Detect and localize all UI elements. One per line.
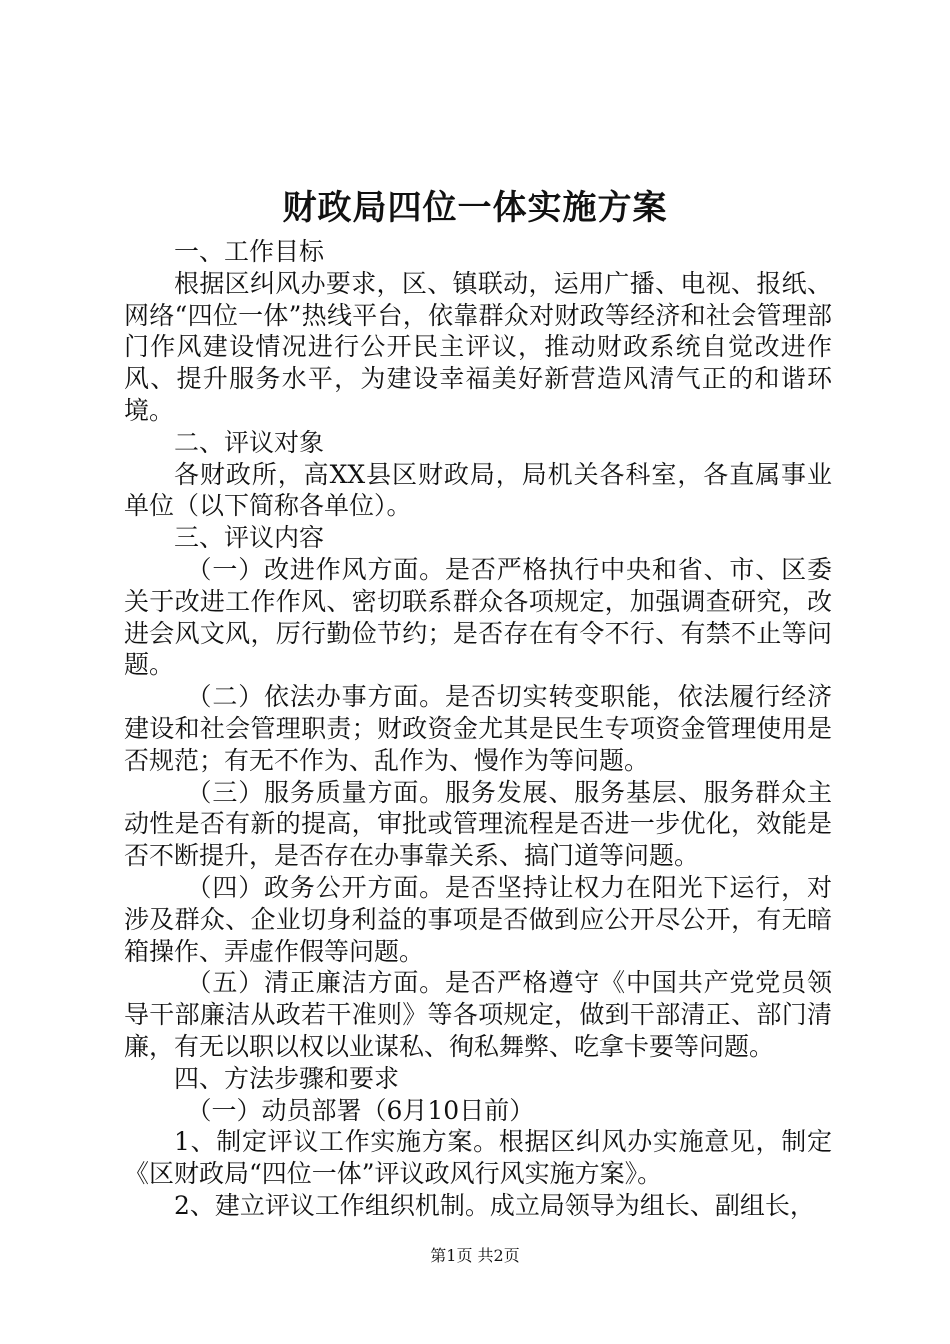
paragraph-content-2: （二）依法办事方面。是否切实转变职能，依法履行经济建设和社会管理职责；财政资金尤其是民生专项资金管理使用是否规范；有无不作为、乱作为、慢作为等问题。 — [124, 682, 832, 775]
paragraph-targets: 各财政所，高XX县区财政局，局机关各科室，各直属事业单位（以下简称各单位）。 — [124, 459, 832, 521]
section-heading-goal: 一、工作目标 — [174, 237, 325, 266]
paragraph-content-4: （四）政务公开方面。是否坚持让权力在阳光下运行，对涉及群众、企业切身利益的事项是否做到应公开尽公开，有无暗箱操作、弄虚作假等问题。 — [124, 872, 832, 966]
paragraph-content-1: （一）改进作风方面。是否严格执行中央和省、市、区委关于改进工作作风、密切联系群众各项规定，加强调查研究，改进会风文风，厉行勤俭节约；是否存在有令不行、有禁不止等问题。 — [124, 554, 832, 680]
paragraph-goal: 根据区纠风办要求，区、镇联动，运用广播、电视、报纸、网络“四位一体”热线平台，依靠群众对财政等经济和社会管理部门作风建设情况进行公开民主评议，推动财政系统自觉改进作风、提升服务水平，为建设幸福美好新营造风清气正的和谐环境。 — [124, 268, 832, 425]
section-heading-methods: 四、方法步骤和要求 — [174, 1063, 400, 1093]
paragraph-content-5: （五）清正廉洁方面。是否严格遵守《中国共产党党员领导干部廉洁从政若干准则》等各项规定，做到干部清正、部门清廉，有无以职以权以业谋私、徇私舞弊、吃拿卡要等问题。 — [124, 968, 832, 1061]
paragraph-content-3: （三）服务质量方面。服务发展、服务基层、服务群众主动性是否有新的提高，审批或管理流程是否进一步优化，效能是否不断提升，是否存在办事靠关系、搞门道等问题。 — [124, 777, 832, 871]
page-number: 第1页 共2页 — [430, 1246, 520, 1265]
document-title: 财政局四位一体实施方案 — [282, 188, 668, 228]
paragraph-step-1: 1、制定评议工作实施方案。根据区纠风办实施意见，制定《区财政局“四位一体”评议政风行风实施方案》。 — [124, 1127, 832, 1189]
document-body — [124, 236, 832, 1222]
subheading-mobilization: （一）动员部署（6月10日前） — [186, 1095, 535, 1125]
section-heading-content: 三、评议内容 — [174, 523, 325, 553]
section-heading-targets: 二、评议对象 — [174, 427, 325, 457]
paragraph-step-2: 2、建立评议工作组织机制。成立局领导为组长、副组长， — [174, 1190, 815, 1220]
